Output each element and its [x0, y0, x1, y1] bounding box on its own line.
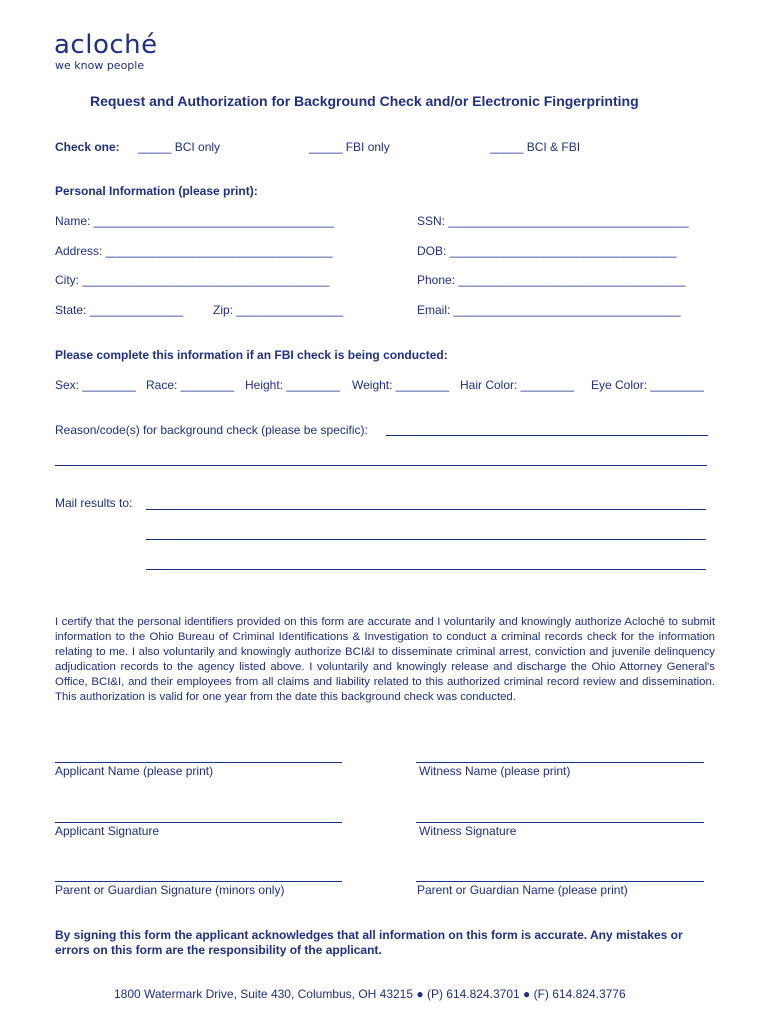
address-field[interactable]: Address: __________________________________ — [55, 244, 333, 258]
witness-name-caption: Witness Name (please print) — [419, 764, 571, 778]
witness-name-line[interactable] — [416, 762, 704, 763]
mail-results-label: Mail results to: — [55, 496, 133, 510]
mail-line-1[interactable] — [146, 509, 706, 510]
personal-info-heading: Personal Information (please print): — [55, 184, 258, 198]
witness-signature-caption: Witness Signature — [419, 824, 517, 838]
email-field[interactable]: Email: __________________________________ — [417, 303, 681, 317]
phone-field[interactable]: Phone: __________________________________ — [417, 273, 686, 287]
guardian-signature-caption: Parent or Guardian Signature (minors only) — [55, 883, 285, 897]
applicant-signature-caption: Applicant Signature — [55, 824, 160, 838]
applicant-name-line[interactable] — [55, 762, 342, 763]
option-bci-only[interactable]: _____ BCI only — [138, 140, 221, 154]
applicant-name-caption: Applicant Name (please print) — [55, 764, 214, 778]
zip-field[interactable]: Zip: ________________ — [213, 303, 344, 317]
option-bci-and-fbi[interactable]: _____ BCI & FBI — [490, 140, 581, 154]
guardian-signature-line[interactable] — [55, 881, 342, 882]
acknowledgement-text: By signing this form the applicant acknowledges that all information on this form is accurate. Any mistakes or errors on this form are the responsibility of the applicant. — [55, 928, 683, 957]
certification-text: I certify that the personal identifiers provided on this form are accurate and I voluntarily and knowingly authorize Acloché to submit information to the Ohio Bureau of Criminal Identifications & Investigation to conduct a criminal records check for the information relating to me. I also voluntarily and knowingly authorize BCI&I to disseminate criminal arrest, conviction and juvenile delinquency adjudication records to the agency listed above. I voluntarily and knowingly release and discharge the Ohio Attorney General's Office, BCI&I, and their employees from all claims and liability related to this authorized criminal record review and dissemination. This authorization is valid for one year from the date this background check was conducted. — [55, 616, 715, 703]
witness-signature-line[interactable] — [416, 822, 704, 823]
guardian-name-caption: Parent or Guardian Name (please print) — [417, 883, 628, 897]
reason-line-2[interactable] — [55, 465, 707, 466]
ssn-field[interactable]: SSN: ____________________________________ — [417, 214, 689, 228]
brand-tagline: we know people — [55, 59, 145, 72]
eye-color-field[interactable]: Eye Color: ________ — [591, 378, 704, 392]
reason-line-1[interactable] — [386, 435, 708, 436]
check-one-row — [55, 140, 120, 154]
city-field[interactable]: City: _____________________________________ — [55, 273, 330, 287]
form-title: Request and Authorization for Background Check and/or Electronic Fingerprinting — [90, 93, 639, 109]
brand-logo-name: acloché — [54, 30, 158, 60]
footer-address: 1800 Watermark Drive, Suite 430, Columbus, OH 43215 ● (P) 614.824.3701 ● (F) 614.824.3776 — [114, 987, 626, 1001]
sex-field[interactable]: Sex: ________ — [55, 378, 136, 392]
check-one-label: Check one: — [55, 140, 120, 154]
weight-field[interactable]: Weight: ________ — [352, 378, 450, 392]
guardian-name-line[interactable] — [416, 881, 704, 882]
fbi-heading: Please complete this information if an FBI check is being conducted: — [55, 348, 448, 362]
dob-field[interactable]: DOB: __________________________________ — [417, 244, 677, 258]
reason-label: Reason/code(s) for background check (please be specific): — [55, 423, 368, 437]
race-field[interactable]: Race: ________ — [146, 378, 235, 392]
option-fbi-only[interactable]: _____ FBI only — [309, 140, 390, 154]
state-field[interactable]: State: ______________ — [55, 303, 184, 317]
hair-color-field[interactable]: Hair Color: ________ — [460, 378, 575, 392]
mail-line-2[interactable] — [146, 539, 706, 540]
mail-line-3[interactable] — [146, 569, 706, 570]
name-field[interactable]: Name: ____________________________________ — [55, 214, 334, 228]
height-field[interactable]: Height: ________ — [245, 378, 340, 392]
applicant-signature-line[interactable] — [55, 822, 342, 823]
